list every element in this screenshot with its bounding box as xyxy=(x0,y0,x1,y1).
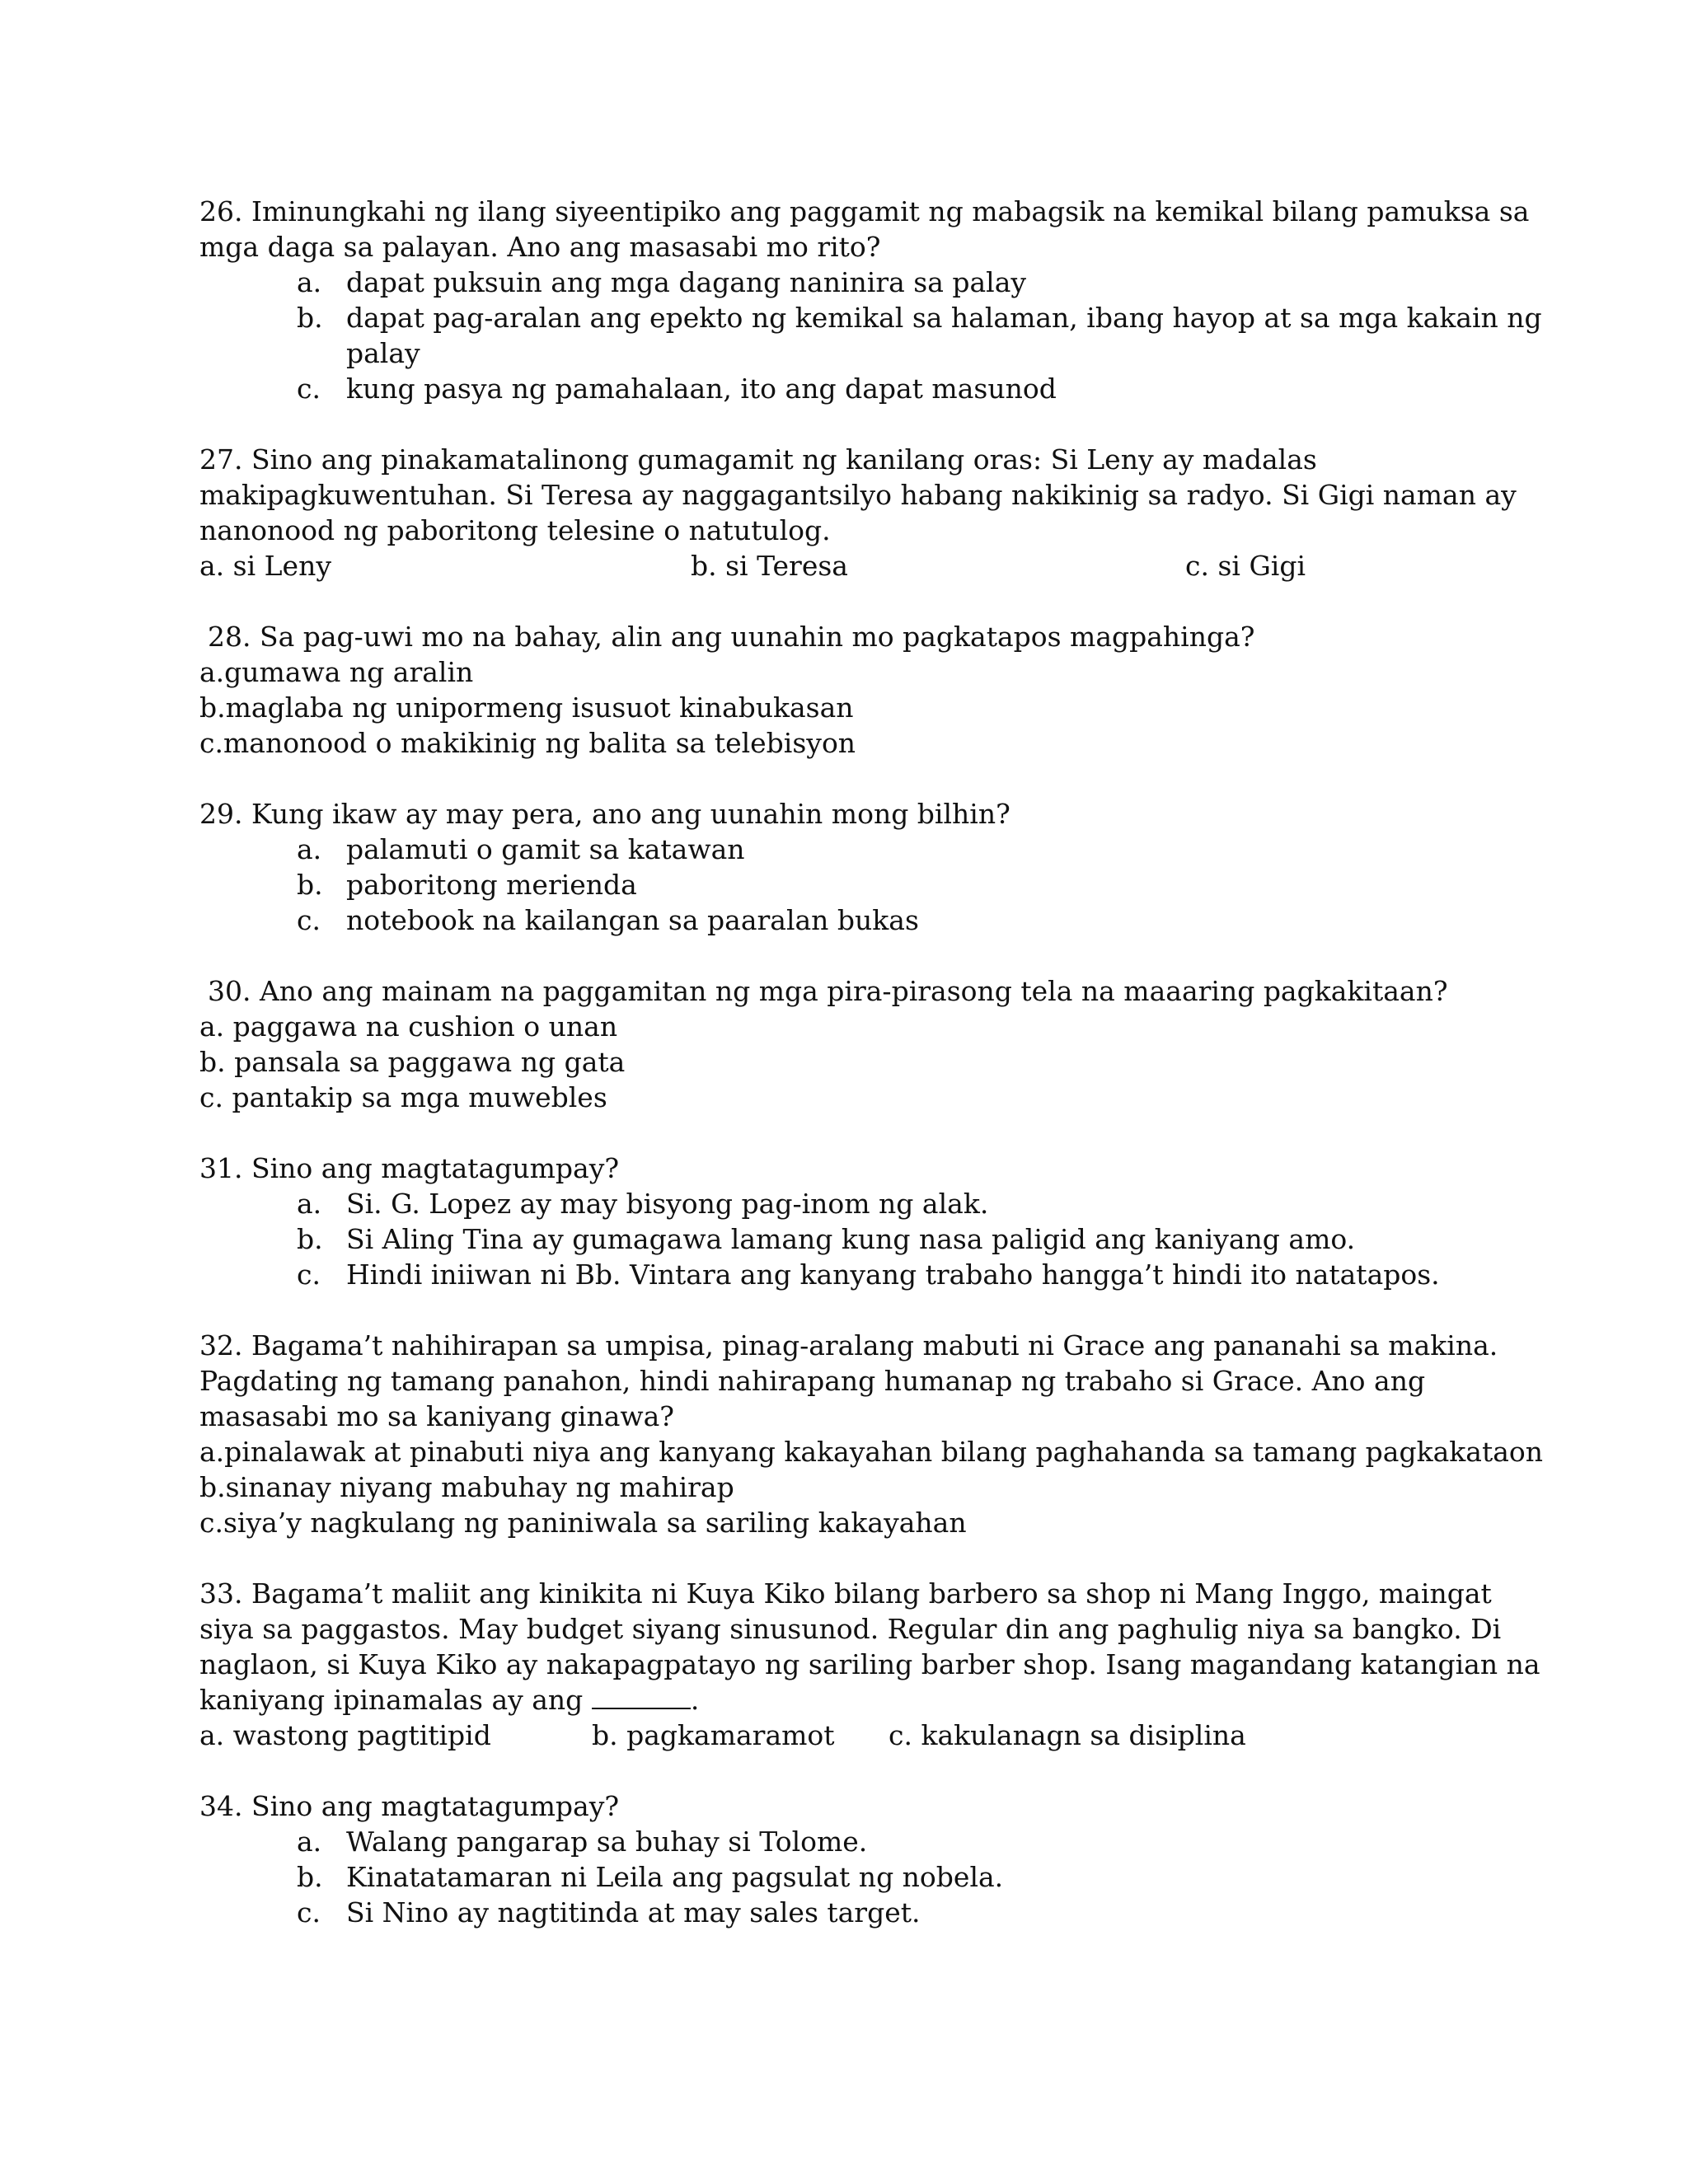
question-28-option-b: b.maglaba ng unipormeng isusuot kinabukasan xyxy=(199,691,854,724)
question-30-options xyxy=(199,1009,1551,1115)
question-26-option-c: c. kung pasya ng pamahalaan, ito ang dapat masunod xyxy=(297,373,1057,405)
question-34-options xyxy=(199,1824,1551,1930)
question-34 xyxy=(199,1788,1551,1930)
question-32-option-a: a.pinalawak at pinabuti niya ang kanyang kakayahan bilang paghahanda sa tamang pagkakataon xyxy=(199,1436,1544,1468)
question-30-option-c: c. pantakip sa mga muwebles xyxy=(199,1081,607,1113)
question-33 xyxy=(199,1576,1551,1753)
question-34-stem: 34. Sino ang magtatagumpay? xyxy=(199,1790,620,1822)
question-32-option-c: c.siya’y nagkulang ng paniniwala sa sariling kakayahan xyxy=(199,1507,967,1539)
question-29-option-a: a. palamuti o gamit sa katawan xyxy=(297,833,745,865)
question-33-option-c: c. kakulanagn sa disiplina xyxy=(889,1719,1246,1751)
question-29-option-c: c. notebook na kailangan sa paaralan bukas xyxy=(297,904,919,936)
question-27-option-b: b. si Teresa xyxy=(691,550,848,582)
question-27-option-a: a. si Leny xyxy=(199,550,331,582)
question-26-option-b: b. dapat pag-aralan ang epekto ng kemikal sa halaman, ibang hayop at sa mga kakain ng palay xyxy=(297,302,1542,369)
question-29-option-b: b. paboritong merienda xyxy=(297,869,637,901)
question-26-stem: 26. Iminungkahi ng ilang siyeentipiko ang paggamit ng mabagsik na kemikal bilang pamuksa sa mga daga sa palayan. Ano ang masasabi mo rito? xyxy=(199,195,1530,263)
answer-blank xyxy=(592,1683,691,1709)
question-34-option-c: c. Si Nino ay nagtitinda at may sales target. xyxy=(297,1896,921,1929)
question-29-options xyxy=(199,832,1551,938)
question-32-option-b: b.sinanay niyang mabuhay ng mahirap xyxy=(199,1471,734,1503)
question-34-option-b: b. Kinatatamaran ni Leila ang pagsulat ng nobela. xyxy=(297,1861,1004,1893)
question-30-option-a: a. paggawa na cushion o unan xyxy=(199,1010,618,1043)
question-29 xyxy=(199,796,1551,938)
question-33-stem-paragraph xyxy=(199,1576,1551,1718)
question-27-stem: 27. Sino ang pinakamatalinong gumagamit ng kanilang oras: Si Leny ay madalas makipagkuwentuhan. Si Teresa ay naggagantsilyo habang nakikinig sa radyo. Si Gigi naman ay nanonood ng paboritong telesine o natutulog. xyxy=(199,443,1517,546)
question-33-stem: 33. Bagama’t maliit ang kinikita ni Kuya Kiko bilang barbero sa shop ni Mang Inggo, maingat siya sa paggastos. May budget siyang sinusunod. Regular din ang paghulig niya sa bangko. Di naglaon, si Kuya Kiko ay nakapagpatayo ng sariling barber shop. Isang magandang katangian na kaniyang ipinamalas ay ang xyxy=(199,1577,1540,1716)
question-27 xyxy=(199,442,1551,583)
question-30-stem: 30. Ano ang mainam na paggamitan ng mga pira-pirasong tela na maaaring pagkakitaan? xyxy=(208,975,1448,1007)
question-27-option-c: c. si Gigi xyxy=(1185,550,1306,582)
question-31 xyxy=(199,1151,1551,1292)
question-28-stem: 28. Sa pag-uwi mo na bahay, alin ang uunahin mo pagkatapos magpahinga? xyxy=(208,621,1255,653)
question-26 xyxy=(199,194,1551,406)
question-31-stem: 31. Sino ang magtatagumpay? xyxy=(199,1152,620,1184)
question-28-option-c: c.manonood o makikinig ng balita sa telebisyon xyxy=(199,727,856,759)
question-31-option-a: a. Si. G. Lopez ay may bisyong pag-inom ng alak. xyxy=(297,1188,989,1220)
question-31-options xyxy=(199,1186,1551,1292)
question-33-option-a: a. wastong pagtitipid xyxy=(199,1719,491,1751)
question-30 xyxy=(199,973,1551,1115)
question-32 xyxy=(199,1328,1551,1540)
question-31-option-b: b. Si Aling Tina ay gumagawa lamang kung nasa paligid ang kaniyang amo. xyxy=(297,1223,1356,1255)
question-31-option-c: c. Hindi iniiwan ni Bb. Vintara ang kanyang trabaho hangga’t hindi ito natatapos. xyxy=(297,1258,1440,1291)
question-30-option-b: b. pansala sa paggawa ng gata xyxy=(199,1046,626,1078)
question-32-stem: 32. Bagama’t nahihirapan sa umpisa, pinag-aralang mabuti ni Grace ang pananahi sa makina. Pagdating ng tamang panahon, hindi nahirapang humanap ng trabaho si Grace. Ano ang masasabi mo sa kaniyang ginawa? xyxy=(199,1329,1498,1432)
question-33-stem-end: . xyxy=(690,1684,700,1716)
question-28-options xyxy=(199,654,1551,761)
question-28 xyxy=(199,619,1551,761)
question-28-option-a: a.gumawa ng aralin xyxy=(199,656,474,688)
question-26-options xyxy=(199,265,1551,406)
question-26-option-a: a. dapat puksuin ang mga dagang naninira sa palay xyxy=(297,266,1027,298)
question-33-options xyxy=(199,1718,1551,1753)
question-27-options xyxy=(199,548,1551,583)
question-33-option-b: b. pagkamaramot xyxy=(592,1719,835,1751)
question-34-option-a: a. Walang pangarap sa buhay si Tolome. xyxy=(297,1825,868,1858)
quiz-content xyxy=(199,194,1551,1966)
question-32-options xyxy=(199,1434,1551,1540)
question-29-stem: 29. Kung ikaw ay may pera, ano ang uunahin mong bilhin? xyxy=(199,798,1010,830)
